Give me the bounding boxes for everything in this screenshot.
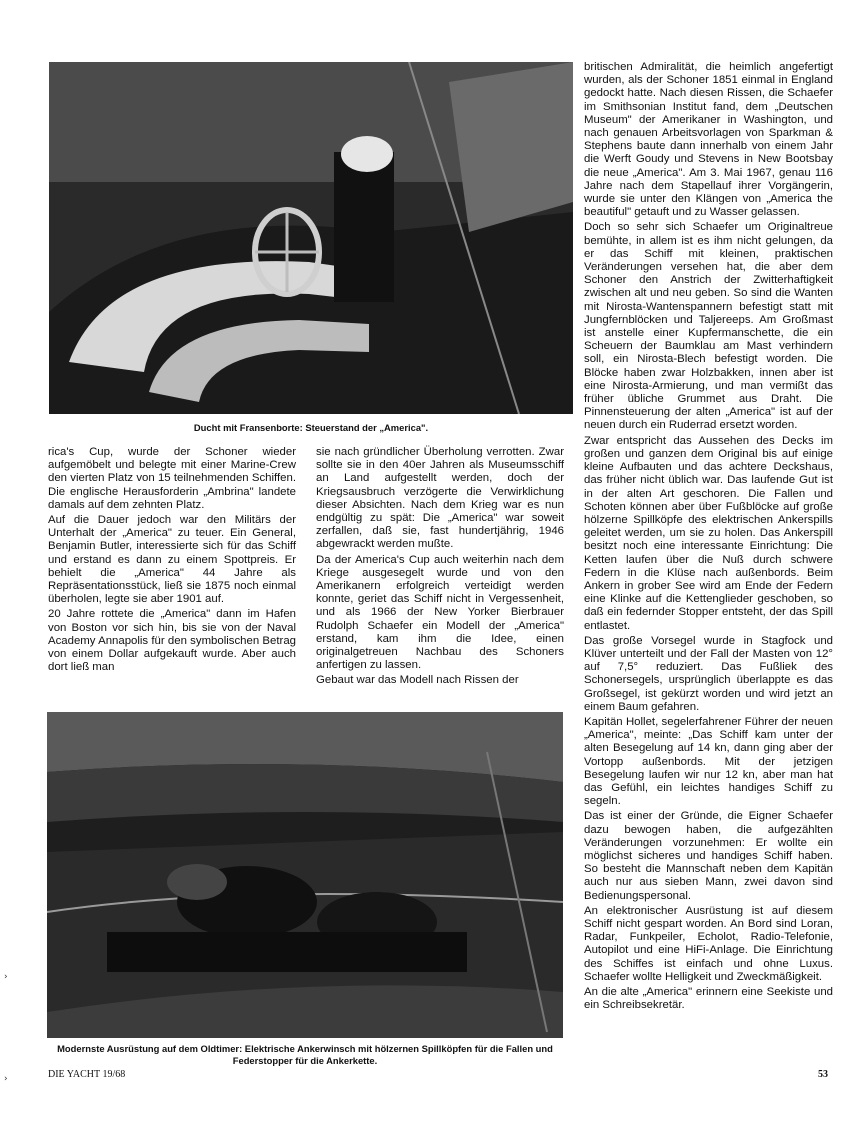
paragraph: sie nach gründlicher Überholung verrotten. Zwar sollte sie in den 40er Jahren als Museumsschiff an Land aufgestellt werden, doch der Kriegsausbruch verzögerte die Verwirklichung dieser Absichten. Nach dem Krieg war es nun endgültig zu spät: Die „America" war soweit zerfallen, daß sie, fast hundertjährig, 1946 abgewrackt werden mußte. [316, 446, 564, 551]
column-middle [316, 446, 564, 690]
paragraph: Da der America's Cup auch weiterhin nach dem Kriege ausgesegelt wurde und von den Amerikanern erfolgreich verteidigt werden konnte, geriet das Schiff nicht in Vergessenheit, und als 1966 der New Yorker Bierbrauer Rudolph Schaefer ein Modell der „America" erstand, kam ihm die Idee, einen originalgetreuen Nachbau des Schoners anfertigen zu lassen. [316, 553, 564, 672]
photo-steering-station-image [49, 62, 573, 414]
paragraph: An die alte „America" erinnern eine Seekiste und ein Schreibsekretär. [584, 986, 833, 1012]
paragraph: Das ist einer der Gründe, die Eigner Schaefer dazu bewogen haben, die aufgezählten Veränderungen vorzunehmen: Er wollte ein möglichst sicheres und handiges Schiff haben. So besteht die Mannschaft neben dem Kapitän auch nur aus sieben Mann, zwei davon sind Bedienungspersonal. [584, 810, 833, 902]
paragraph: 20 Jahre rottete die „America" dann im Hafen von Boston vor sich hin, bis sie von der Naval Academy Annapolis für den symbolischen Betrag von einem Dollar aufgekauft wurde. Aber auch dort ließ man [48, 608, 296, 674]
paragraph: Auf die Dauer jedoch war den Militärs der Unterhalt der „America" zu teuer. Ein General, Benjamin Butler, interessierte sich für das Schiff und erstand es dann zu einem Spottpreis. Er behielt die „America" 44 Jahre als Repräsentationsstück, ließ sie 1875 noch einmal überholen, legte sie aber 1901 auf. [48, 514, 296, 606]
paragraph: Gebaut war das Modell nach Rissen der [316, 674, 519, 687]
footer-magazine: DIE YACHT 19/68 [48, 1069, 126, 1080]
scan-mark-icon: › [4, 1074, 8, 1084]
paragraph: britischen Admiralität, die heimlich angefertigt wurden, als der Schoner 1851 einmal in England gedockt hatte. Nach diesen Rissen, die Schaefer im Smithsonian Institut fand, dem „Deutschen Museum" der Amerikaner in Washington, und nach genauen Arbeitsvorlagen von Sparkman & Stephens baute dann innerhalb von einem Jahr die Werft Goudy und Stevens in New Bootsbay die neue „America". Am 3. Mai 1967, genau 116 Jahre nach dem Stapellauf ihrer Vorgängerin, wurde sie unter den Klängen von „America the beautiful" getauft und zu Wasser gelassen. [584, 61, 833, 219]
photo1-caption: Ducht mit Fransenborte: Steuerstand der „America". [193, 422, 429, 433]
paragraph: Kapitän Hollet, segelerfahrener Führer der neuen „America", meinte: „Das Schiff kam unter der alten Besegelung auf 14 kn, dann ging aber der Vortopp außenbords. Mit der jetzigen Besegelung laufen wir nur 12 kn, aber man hat das Gefühl, ein leichtes handiges Schiff zu segeln. [584, 715, 833, 808]
photo-steering-station [49, 62, 573, 414]
paragraph: Doch so sehr sich Schaefer um Originaltreue bemühte, in allem ist es ihm nicht gelungen, da er das Schiff mit kleinen, praktischen Veränderungen versehen hat, die aber dem Schoner den Anstrich der Zwitterhaftigkeit zwischen alt und neu geben. So sind die Wanten mit Nirosta-Wantenspannern befestigt statt mit Jungfernblöcken und Taljereeps. Am Großmast ist anstelle einer Kupfermanschette, die ein Scheuern der Baumklau am Mast verhindern soll, ein Nirosta-Blech befestigt worden. Die Blöcke haben zwar Holzbakken, innen aber ist eine Nirosta-Armierung, und man vermißt das früher übliche Grummet aus Draht. Die Pinnensteuerung der alten „America" ist auf der neuen durch ein Ruderrad ersetzt worden. [584, 221, 833, 432]
column-left [48, 446, 296, 676]
photo-anchor-winch-image [47, 712, 563, 1038]
photo-anchor-winch [47, 712, 563, 1038]
scan-mark-icon: › [4, 972, 8, 982]
photo2-caption: Modernste Ausrüstung auf dem Oldtimer: Elektrische Ankerwinsch mit hölzernen Spillköpfen für die Fallen und Federstopper für die Ankerkette. [57, 1043, 553, 1066]
paragraph: An elektronischer Ausrüstung ist auf diesem Schiff nicht gespart worden. An Bord sind Loran, Radar, Funkpeiler, Echolot, Radio-Telefonie, Autopilot und eine HiFi-Anlage. Die Einrichtung des Schiffes ist einfach und ohne Luxus. Schaefer wollte Helligkeit und Zweckmäßigkeit. [584, 904, 833, 983]
paragraph: rica's Cup, wurde der Schoner wieder aufgemöbelt und belegte mit einer Marine-Crew den vierten Platz von 15 teilnehmenden Schiffen. Die englische Herausforderin „Ambrina" landete damals auf dem zehnten Platz. [48, 446, 296, 511]
footer-page-number: 53 [818, 1069, 828, 1080]
paragraph: Zwar entspricht das Aussehen des Decks im großen und ganzen dem Original bis auf einige kleine Aufbauten und das achtere Deckshaus, das früher nicht üblich war. Das laufende Gut ist in der alten Art geschoren. Die Fallen und Schoten können aber über Fußblöcke auf große hölzerne Spillköpfe des elektrischen Ankerspills geleitet werden, um sie zu holen. Das Ankerspill besitzt noch eine interessante Einrichtung: Die Ketten laufen über die Nuß durch schwere Federn in die Klüse nach außenbords. Beim Ankern in grober See wird am Ende der Federn eine Klinke auf die Kettenglieder geschoben, so daß ein federnder Stopper entsteht, der das Spill entlastet. [584, 434, 833, 632]
paragraph: Das große Vorsegel wurde in Stagfock und Klüver unterteilt und der Fall der Masten von 12° auf 7,5° reduziert. Das Fußliek des Schonersegels, ursprünglich überlappte es das Großsegel, ist gekürzt worden und wird jetzt an einem Baum gefahren. [584, 634, 833, 713]
column-right [584, 61, 833, 1014]
